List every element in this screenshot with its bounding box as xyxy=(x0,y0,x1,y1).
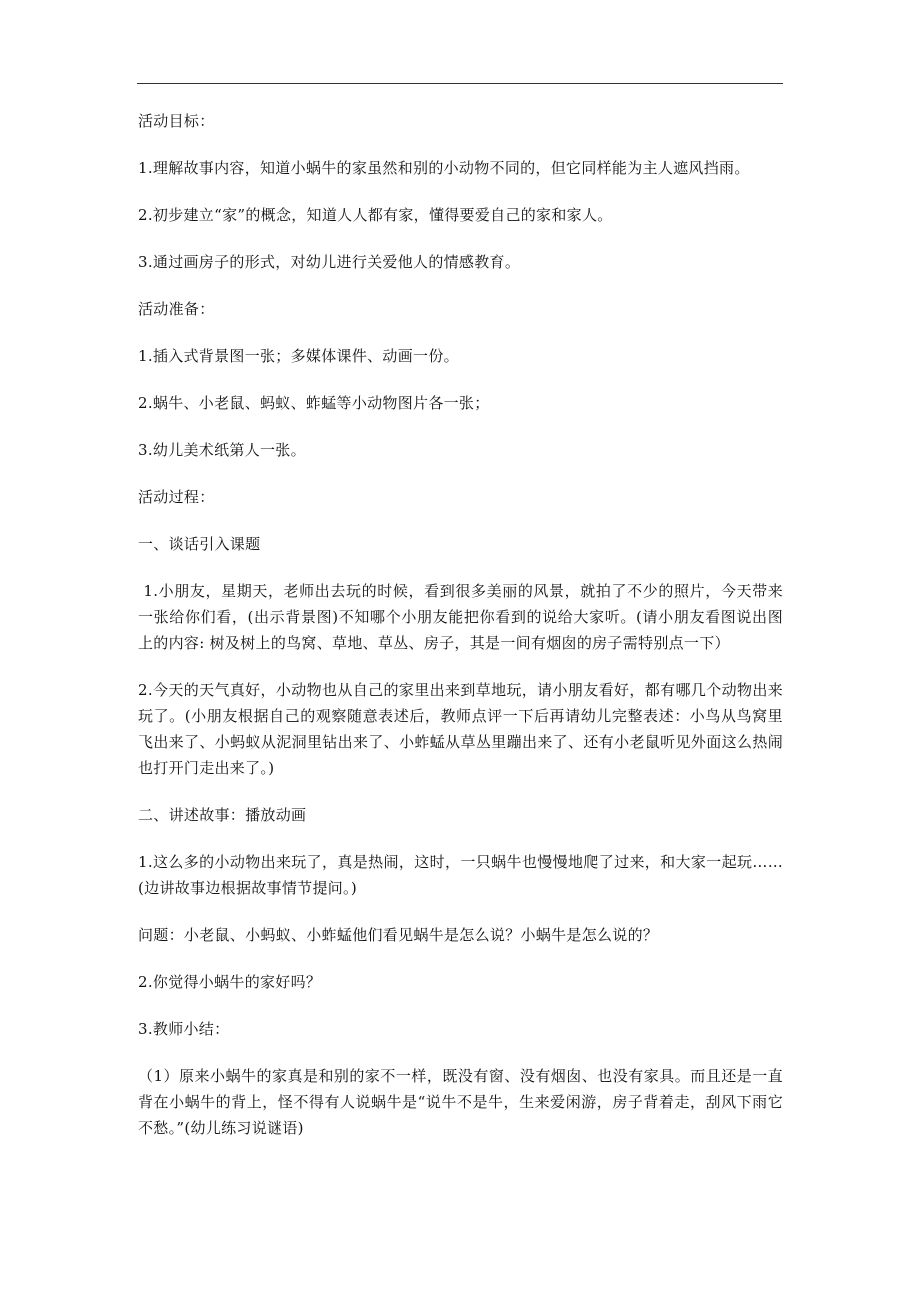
process-step-1-item-1: 1.小朋友，星期天，老师出去玩的时候，看到很多美丽的风景，就拍了不少的照片，今天带来一张给你们看，(出示背景图)不知哪个小朋友能把你看到的说给大家听。(请小朋友看图说出图上的内容: 树及树上的鸟窝、草地、草丛、房子，其是一间有烟囱的房子需特别点一下） xyxy=(138,582,783,652)
goal-item-1: 1.理解故事内容，知道小蜗牛的家虽然和别的小动物不同的，但它同样能为主人遮风挡雨。 xyxy=(138,159,750,177)
header-rule xyxy=(137,83,783,84)
process-step-2-item-3: 3.教师小结： xyxy=(138,1020,230,1038)
process-step-2-heading: 二、讲述故事：播放动画 xyxy=(138,806,307,824)
process-step-2-question: 问题：小老鼠、小蚂蚁、小蚱蜢他们看见蜗牛是怎么说？小蜗牛是怎么说的？ xyxy=(138,926,659,944)
preparation-item-1: 1.插入式背景图一张；多媒体课件、动画一份。 xyxy=(138,347,459,365)
process-step-2-item-2: 2.你觉得小蜗牛的家好吗？ xyxy=(138,973,322,991)
section-heading-preparation: 活动准备： xyxy=(138,300,215,318)
section-heading-goals: 活动目标： xyxy=(138,112,215,130)
process-step-1-item-2: 2.今天的天气真好，小动物也从自己的家里出来到草地玩，请小朋友看好，都有哪几个动物出来玩了。(小朋友根据自己的观察随意表述后，教师点评一下后再请幼儿完整表述：小鸟从鸟窝里飞出来了、小蚂蚁从泥洞里钻出来了、小蚱蜢从草丛里蹦出来了、还有小老鼠听见外面这么热闹也打开门走出来了。) xyxy=(138,681,783,777)
goal-item-3: 3.通过画房子的形式，对幼儿进行关爱他人的情感教育。 xyxy=(138,253,521,271)
section-heading-process: 活动过程： xyxy=(138,488,215,506)
preparation-item-2: 2.蜗牛、小老鼠、蚂蚁、蚱蜢等小动物图片各一张； xyxy=(138,394,490,412)
document-body xyxy=(138,108,794,1141)
process-step-2-item-1: 1.这么多的小动物出来玩了，真是热闹，这时，一只蜗牛也慢慢地爬了过来，和大家一起玩…… (边讲故事边根据故事情节提问。) xyxy=(138,853,794,897)
process-step-1-heading: 一、谈话引入课题 xyxy=(138,535,261,553)
preparation-item-3: 3.幼儿美术纸第人一张。 xyxy=(138,441,306,459)
teacher-summary-point-1: （1）原来小蜗牛的家真是和别的家不一样，既没有窗、没有烟囱、也没有家具。而且还是一直背在小蜗牛的背上，怪不得有人说蜗牛是“说牛不是牛，生来爱闲游，房子背着走，刮风下雨它不愁。”(幼儿练习说谜语) xyxy=(138,1067,783,1137)
goal-item-2: 2.初步建立“家”的概念，知道人人都有家，懂得要爱自己的家和家人。 xyxy=(138,206,613,224)
